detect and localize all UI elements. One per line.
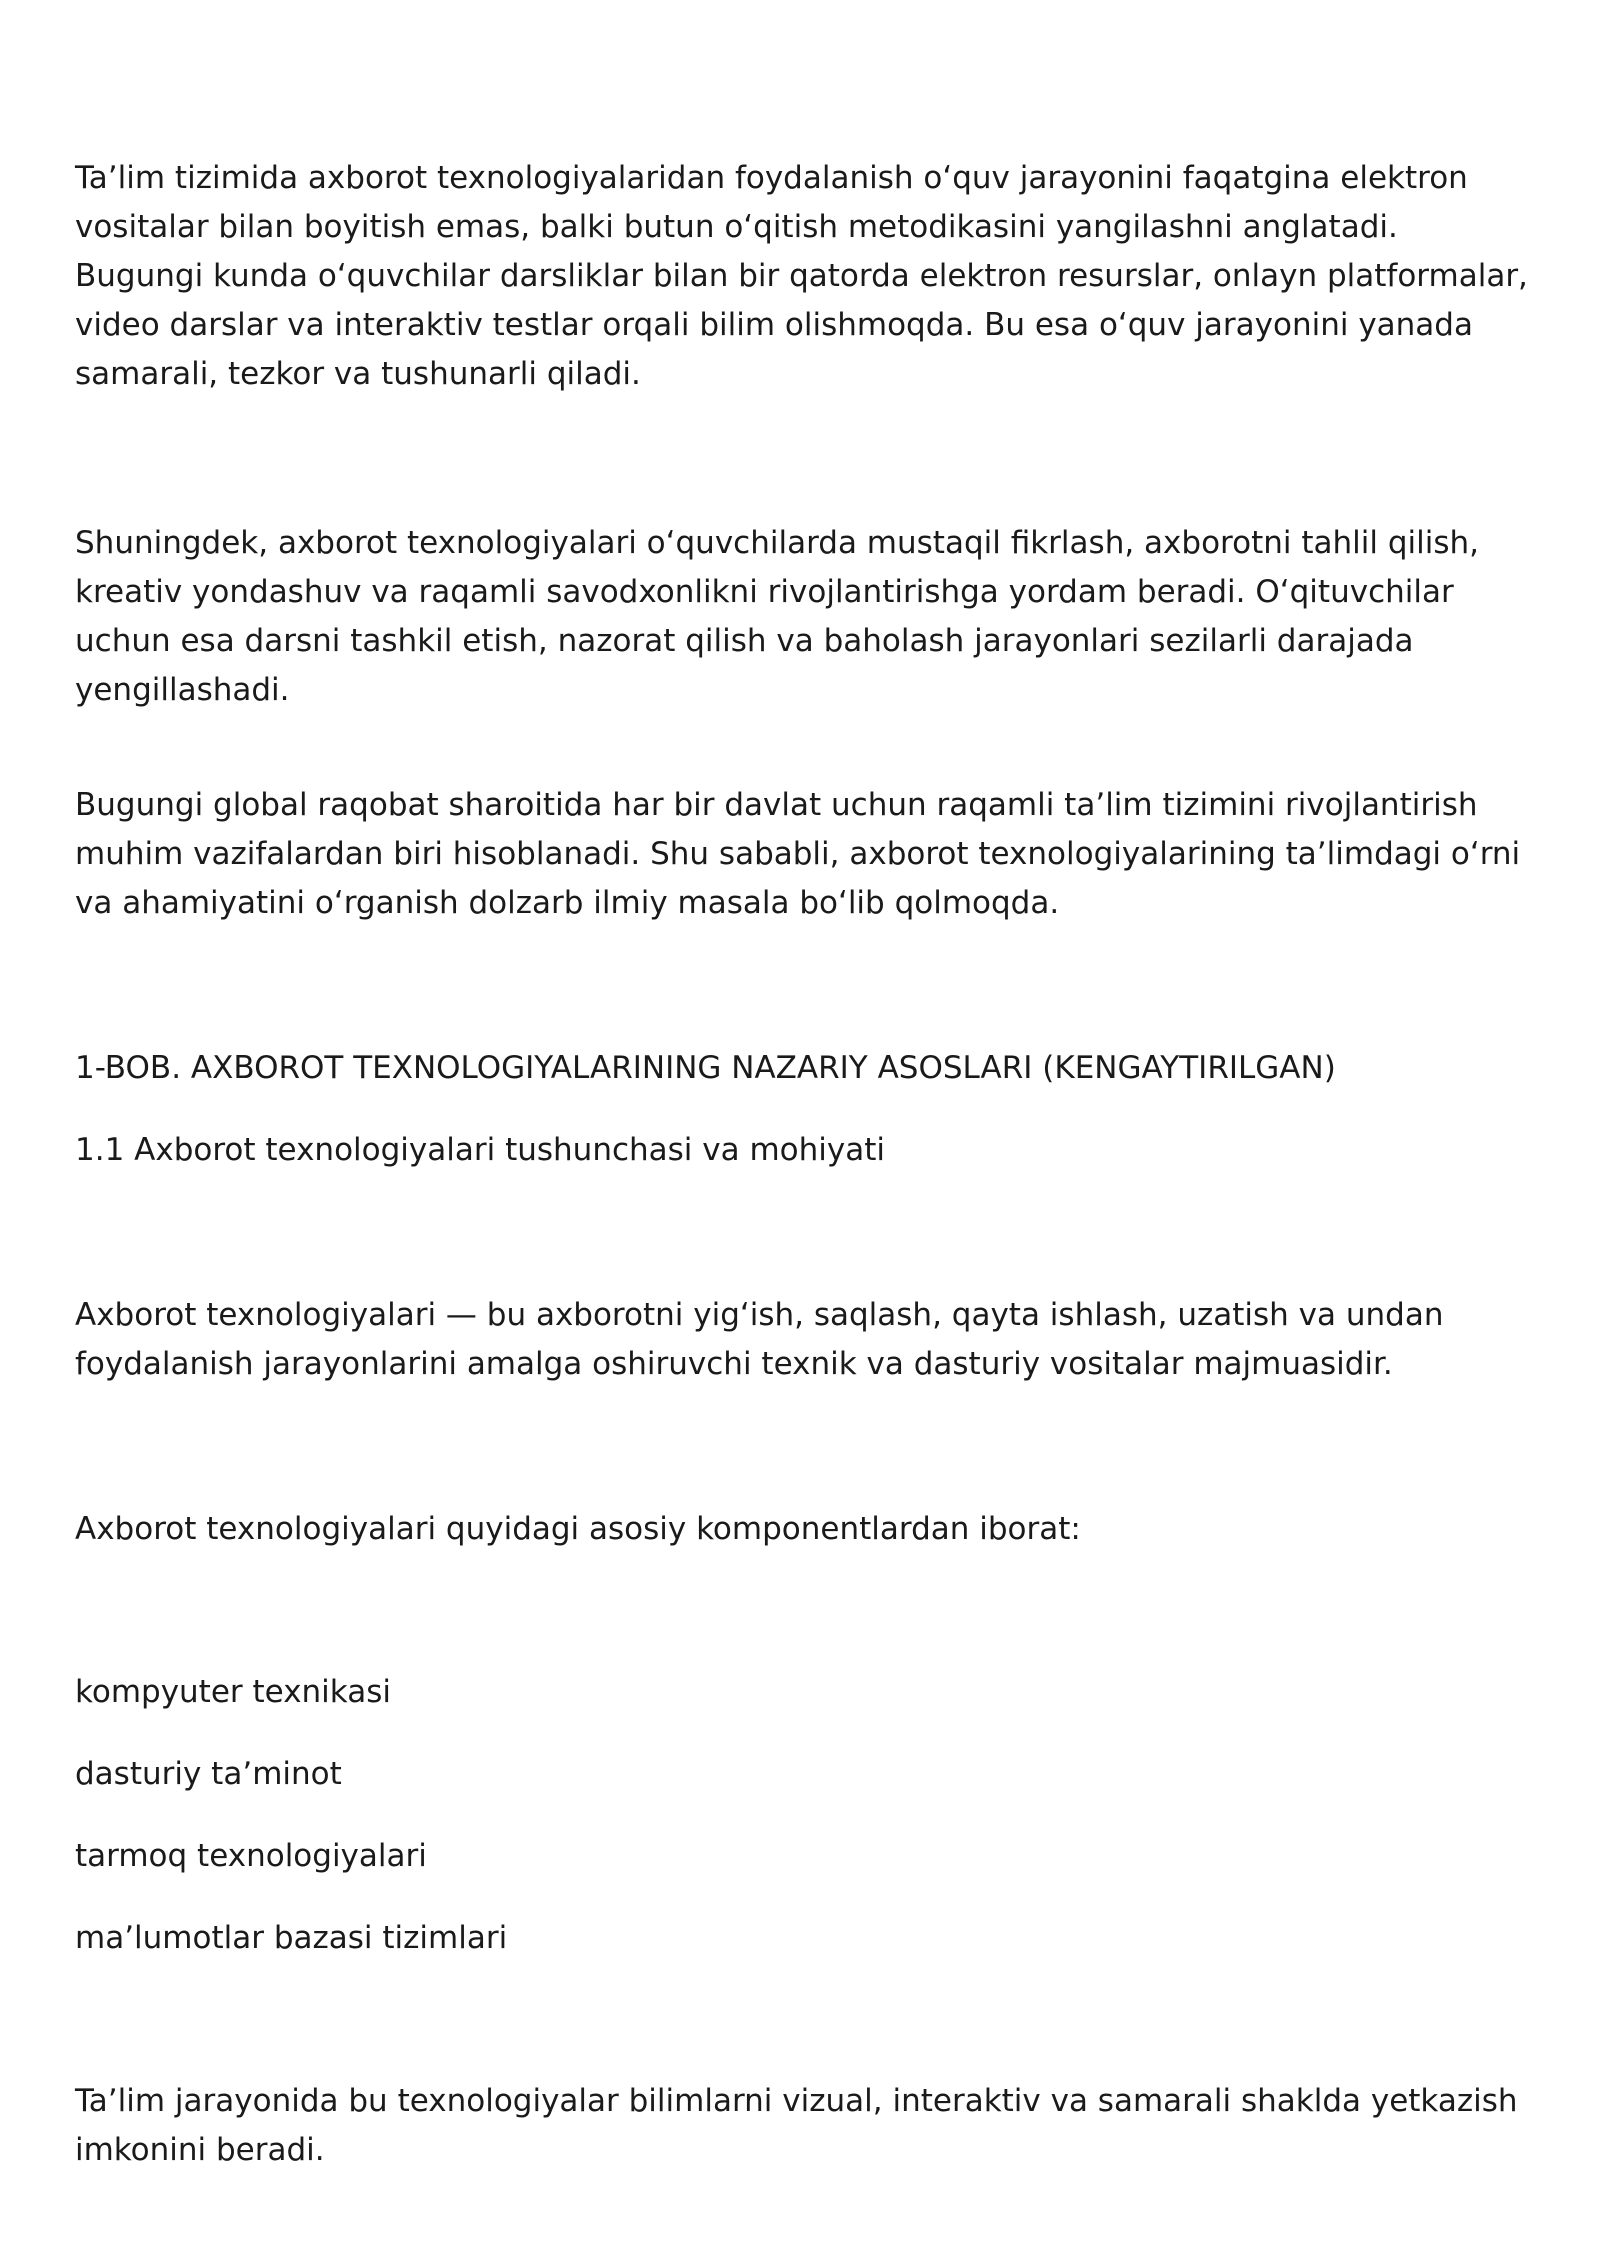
list-item: ma’lumotlar bazasi tizimlari [75, 1920, 508, 1956]
list-item: tarmoq texnologiyalari [75, 1838, 427, 1874]
list-item: dasturiy ta’minot [75, 1756, 342, 1792]
paragraph-components-intro: Axborot texnologiyalari quyidagi asosiy komponentlardan iborat: [75, 1511, 1081, 1547]
chapter-heading: 1-BOB. AXBOROT TEXNOLOGIYALARINING NAZARIY ASOSLARI (KENGAYTIRILGAN) [75, 1050, 1336, 1086]
section-heading: 1.1 Axborot texnologiyalari tushunchasi va mohiyati [75, 1132, 885, 1168]
paragraph-conclusion: Ta’lim jarayonida bu texnologiyalar bilimlarni vizual, interaktiv va samarali shaklda yetkazish imkonini beradi. [75, 2083, 1518, 2168]
paragraph-skills: Shuningdek, axborot texnologiyalari o‘quvchilarda mustaqil fikrlash, axborotni tahlil qilish, kreativ yondashuv va raqamli savodxonlikni rivojlantirishga yordam beradi. O‘qituvchilar uchun esa darsni tashkil etish, nazorat qilish va baholash jarayonlari sezilarli darajada yengillashadi. [75, 525, 1479, 708]
paragraph-intro: Ta’lim tizimida axborot texnologiyalaridan foydalanish o‘quv jarayonini faqatgina elektron vositalar bilan boyitish emas, balki butun o‘qitish metodikasini yangilashni anglatadi. Bugungi kunda o‘quvchilar darsliklar bilan bir qatorda elektron resurslar, onlayn platformalar, video darslar va interaktiv testlar orqali bilim olishmoqda. Bu esa o‘quv jarayonini yanada samarali, tezkor va tushunarli qiladi. [75, 160, 1528, 392]
paragraph-global: Bugungi global raqobat sharoitida har bir davlat uchun raqamli ta’lim tizimini rivojlantirish muhim vazifalardan biri hisoblanadi. Shu sababli, axborot texnologiyalarining ta’limdagi o‘rni va ahamiyatini o‘rganish dolzarb ilmiy masala bo‘lib qolmoqda. [75, 787, 1521, 921]
paragraph-definition: Axborot texnologiyalari — bu axborotni yig‘ish, saqlash, qayta ishlash, uzatish va undan foydalanish jarayonlarini amalga oshiruvchi texnik va dasturiy vositalar majmuasidir. [75, 1297, 1444, 1382]
list-item: kompyuter texnikasi [75, 1674, 391, 1710]
